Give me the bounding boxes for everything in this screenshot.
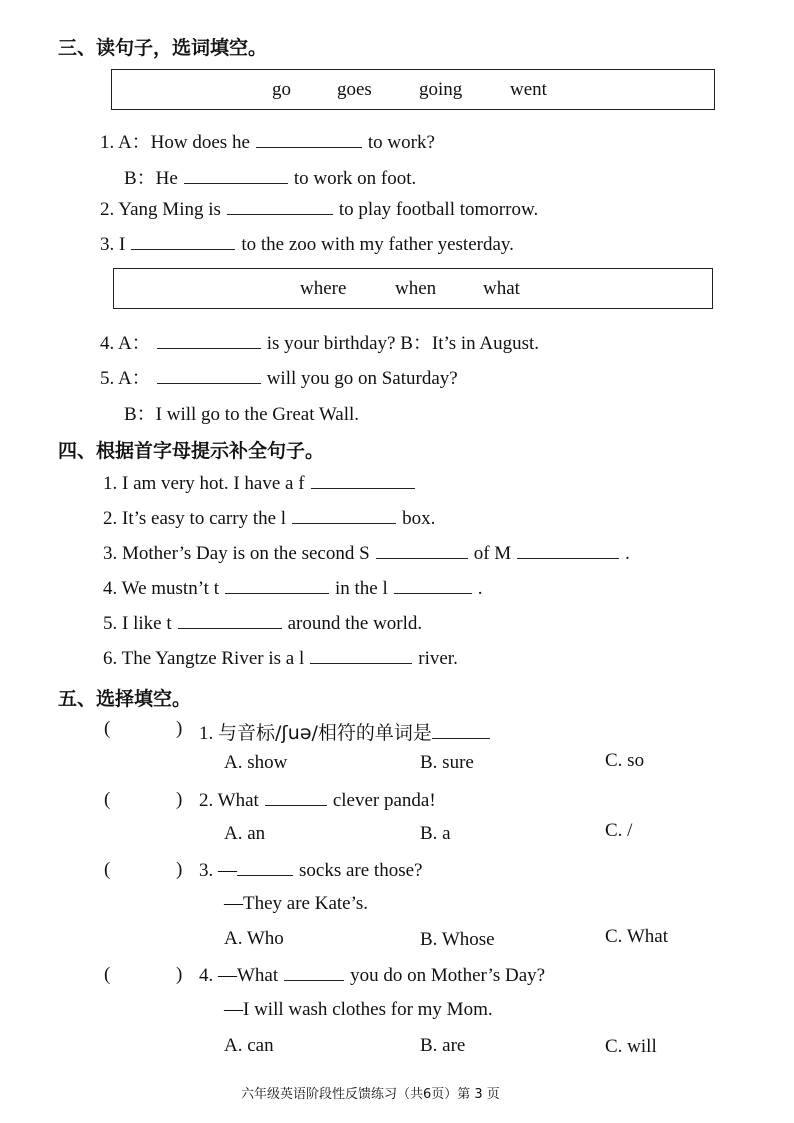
answer-paren-close: ) — [176, 859, 183, 880]
option-b[interactable]: B. sure — [420, 752, 474, 773]
option-a[interactable]: A. an — [224, 823, 266, 844]
answer-blank[interactable] — [184, 167, 288, 184]
answer-paren-open: ( — [104, 964, 111, 985]
page-footer: 六年级英语阶段性反馈练习（共6页）第 3 页 — [241, 1087, 500, 1102]
option-b[interactable]: B. Whose — [420, 929, 495, 950]
answer-blank[interactable] — [394, 577, 472, 594]
answer-blank[interactable] — [157, 367, 261, 384]
word-option: go — [272, 78, 291, 100]
answer-paren-open: ( — [104, 789, 111, 810]
option-c[interactable]: C. so — [605, 750, 645, 771]
option-a[interactable]: A. show — [224, 752, 288, 773]
question-4-5: 5. I like t around the world. — [103, 613, 423, 634]
answer-blank[interactable] — [311, 472, 415, 489]
word-option: goes — [337, 78, 372, 100]
section-5-heading: 五、选择填空。 — [58, 688, 192, 710]
answer-blank[interactable] — [432, 722, 490, 739]
question-4-3: 3. Mother’s Day is on the second S of M . — [103, 543, 630, 564]
question-3-reply: —They are Kate’s. — [224, 893, 369, 914]
section-4-heading: 四、根据首字母提示补全句子。 — [58, 440, 325, 462]
choice-question-1: 1. 与音标/ʃuə/相符的单词是 — [199, 718, 496, 745]
answer-paren-close: ) — [176, 718, 183, 739]
question-3-2: 2. Yang Ming is to play football tomorrow. — [100, 199, 539, 220]
answer-blank[interactable] — [284, 964, 344, 981]
word-box-1 — [111, 69, 715, 110]
question-3-1a: 1. A：How does he to work? — [100, 132, 435, 153]
option-c[interactable]: C. What — [605, 926, 668, 947]
option-b[interactable]: B. are — [420, 1035, 466, 1056]
word-option: what — [483, 277, 520, 299]
question-3-4: 4. A： is your birthday? B：It’s in August. — [100, 333, 540, 354]
question-3-5b: B：I will go to the Great Wall. — [124, 404, 360, 425]
question-4-6: 6. The Yangtze River is a l river. — [103, 648, 458, 669]
choice-question-4: 4. —What you do on Mother’s Day? — [199, 965, 546, 986]
option-c[interactable]: C. will — [605, 1036, 657, 1057]
answer-blank[interactable] — [237, 859, 293, 876]
question-3-3: 3. I to the zoo with my father yesterday. — [100, 234, 514, 255]
question-3-1b: B：He to work on foot. — [124, 168, 417, 189]
answer-blank[interactable] — [256, 131, 362, 148]
answer-blank[interactable] — [157, 332, 261, 349]
section-3-heading: 三、读句子，选词填空。 — [58, 37, 268, 59]
answer-blank[interactable] — [376, 542, 468, 559]
word-option: where — [300, 277, 347, 299]
answer-blank[interactable] — [265, 789, 327, 806]
answer-paren-close: ) — [176, 964, 183, 985]
choice-question-3: 3. — socks are those? — [199, 860, 423, 881]
question-4-4: 4. We mustn’t t in the l . — [103, 578, 483, 599]
question-4-reply: —I will wash clothes for my Mom. — [224, 999, 493, 1020]
question-4-1: 1. I am very hot. I have a f — [103, 472, 421, 495]
answer-blank[interactable] — [225, 577, 329, 594]
word-option: when — [395, 277, 437, 299]
question-3-5a: 5. A： will you go on Saturday? — [100, 368, 458, 389]
answer-blank[interactable] — [178, 612, 282, 629]
answer-blank[interactable] — [292, 507, 396, 524]
option-a[interactable]: A. can — [224, 1035, 274, 1056]
word-option: went — [510, 78, 547, 100]
option-c[interactable]: C. / — [605, 820, 633, 841]
word-option: going — [419, 78, 463, 100]
choice-question-2: 2. What clever panda! — [199, 790, 436, 811]
word-box-2 — [113, 268, 713, 309]
answer-blank[interactable] — [131, 233, 235, 250]
answer-blank[interactable] — [517, 542, 619, 559]
question-4-2: 2. It’s easy to carry the l box. — [103, 508, 436, 529]
answer-paren-close: ) — [176, 789, 183, 810]
answer-paren-open: ( — [104, 718, 111, 739]
answer-paren-open: ( — [104, 859, 111, 880]
option-a[interactable]: A. Who — [224, 928, 284, 949]
option-b[interactable]: B. a — [420, 823, 451, 844]
answer-blank[interactable] — [310, 647, 412, 664]
answer-blank[interactable] — [227, 198, 333, 215]
